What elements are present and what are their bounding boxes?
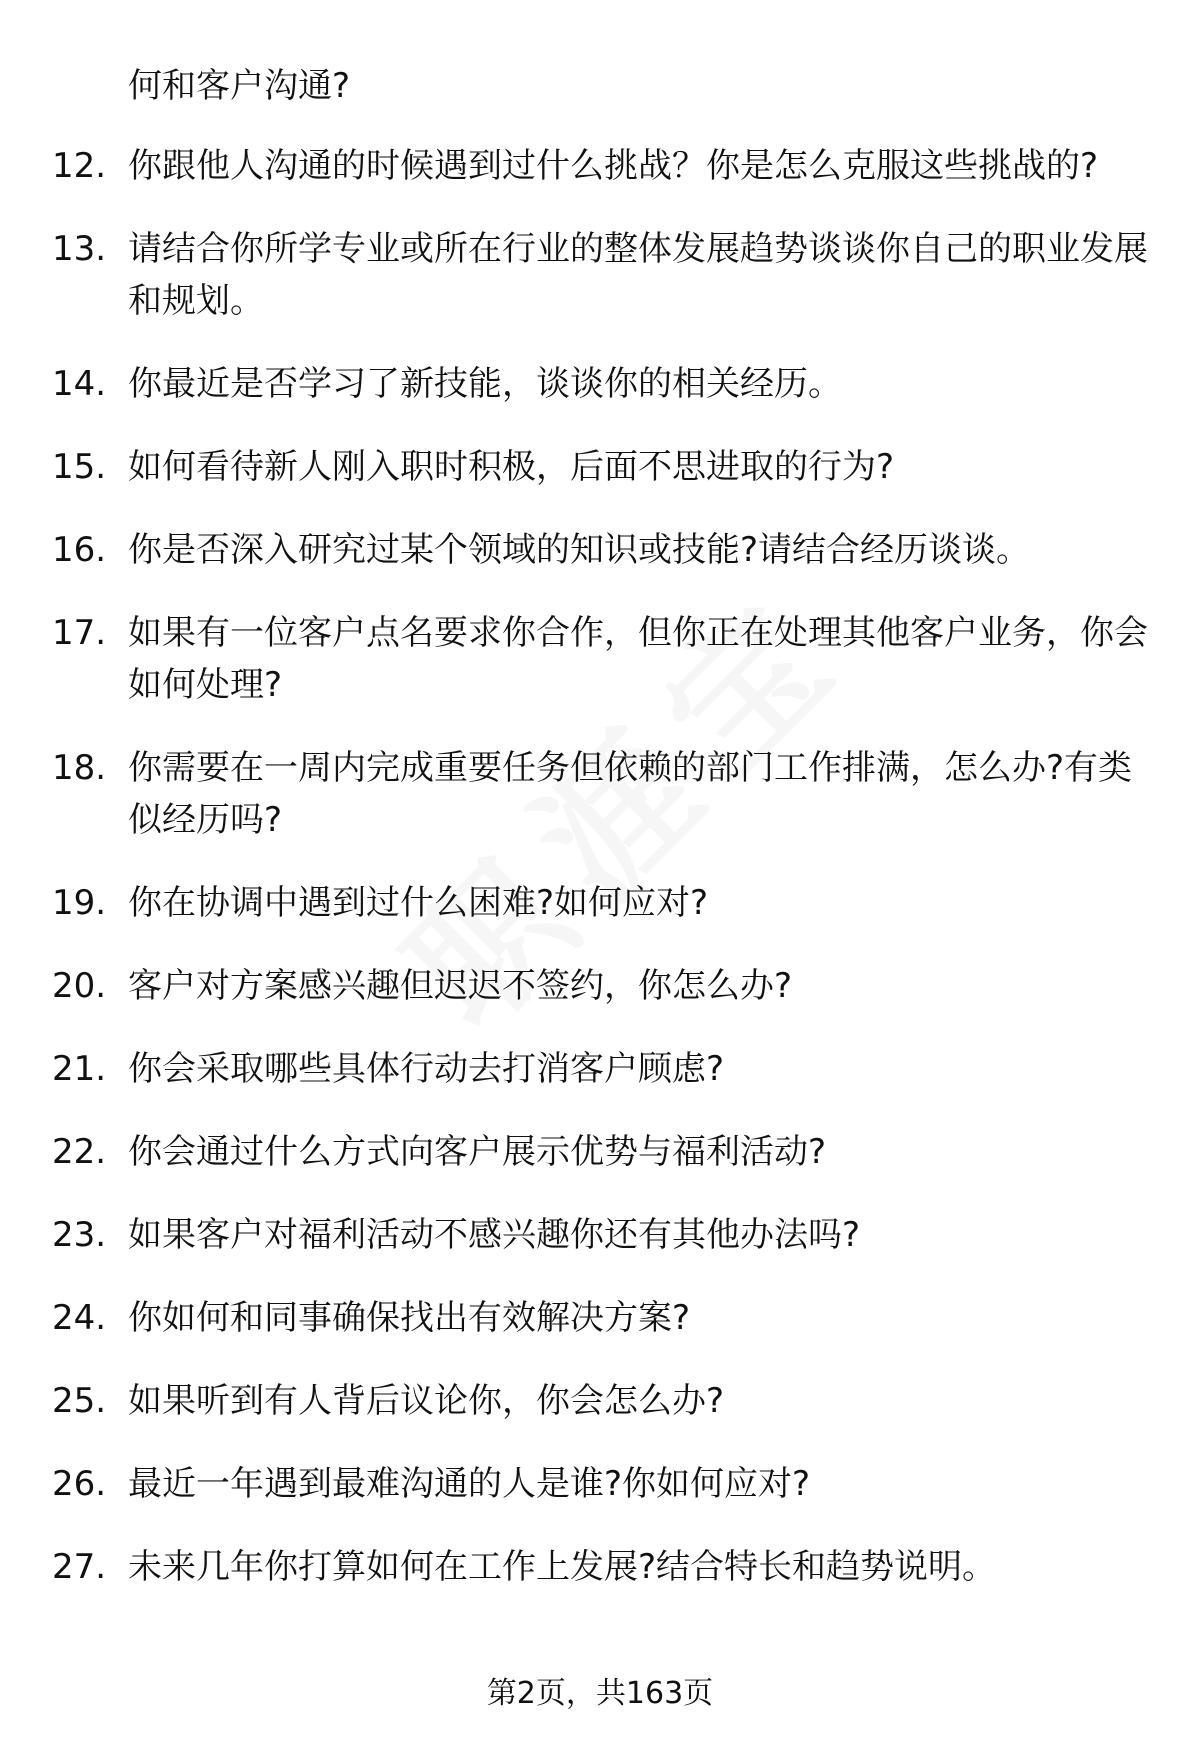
continued-question-text: 何和客户沟通? [128,66,351,106]
question-number: 18. [52,748,107,788]
question-number: 19. [52,883,107,923]
question-item [0,1126,1200,1178]
question-text: 如果有一位客户点名要求你合作，但你正在处理其他客户业务，你会如何处理? [128,613,1148,705]
question-text: 你跟他人沟通的时候遇到过什么挑战？你是怎么克服这些挑战的? [128,146,1099,186]
question-number: 17. [52,613,107,653]
question-text: 客户对方案感兴趣但迟迟不签约，你怎么办? [128,966,793,1006]
question-number: 24. [52,1298,107,1338]
question-item [0,358,1200,410]
question-item [0,1292,1200,1344]
question-item [0,1541,1200,1593]
question-item [0,742,1200,846]
question-text: 如果客户对福利活动不感兴趣你还有其他办法吗? [128,1215,861,1255]
question-item [0,524,1200,576]
question-number: 25. [52,1381,107,1421]
question-number: 27. [52,1547,107,1587]
question-item [0,441,1200,493]
question-item [0,877,1200,929]
question-item [0,607,1200,711]
question-number: 13. [52,229,107,269]
question-number: 21. [52,1049,107,1089]
question-item [0,1458,1200,1510]
question-text: 如果听到有人背后议论你，你会怎么办? [128,1381,725,1421]
question-item [0,960,1200,1012]
question-text: 如何看待新人刚入职时积极，后面不思进取的行为? [128,447,895,487]
question-text: 最近一年遇到最难沟通的人是谁?你如何应对? [128,1464,811,1504]
question-number: 23. [52,1215,107,1255]
question-text: 你最近是否学习了新技能，谈谈你的相关经历。 [128,364,842,404]
question-number: 12. [52,146,107,186]
question-number: 22. [52,1132,107,1172]
question-list [0,140,1200,1624]
question-number: 14. [52,364,107,404]
question-item [0,1209,1200,1261]
page-footer: 第2页，共163页 [486,1676,714,1711]
question-text: 你是否深入研究过某个领域的知识或技能?请结合经历谈谈。 [128,530,1031,570]
question-item [0,140,1200,192]
question-item [0,223,1200,327]
question-text: 你会通过什么方式向客户展示优势与福利活动? [128,1132,827,1172]
question-text: 你在协调中遇到过什么困难?如何应对? [128,883,709,923]
question-number: 15. [52,447,107,487]
question-text: 未来几年你打算如何在工作上发展?结合特长和趋势说明。 [128,1547,997,1587]
question-number: 20. [52,966,107,1006]
question-text: 请结合你所学专业或所在行业的整体发展趋势谈谈你自己的职业发展和规划。 [128,229,1148,321]
question-number: 16. [52,530,107,570]
question-text: 你会采取哪些具体行动去打消客户顾虑? [128,1049,725,1089]
question-item [0,1375,1200,1427]
question-text: 你需要在一周内完成重要任务但依赖的部门工作排满，怎么办?有类似经历吗? [128,748,1133,840]
question-text: 你如何和同事确保找出有效解决方案? [128,1298,691,1338]
question-item [0,1043,1200,1095]
question-number: 26. [52,1464,107,1504]
